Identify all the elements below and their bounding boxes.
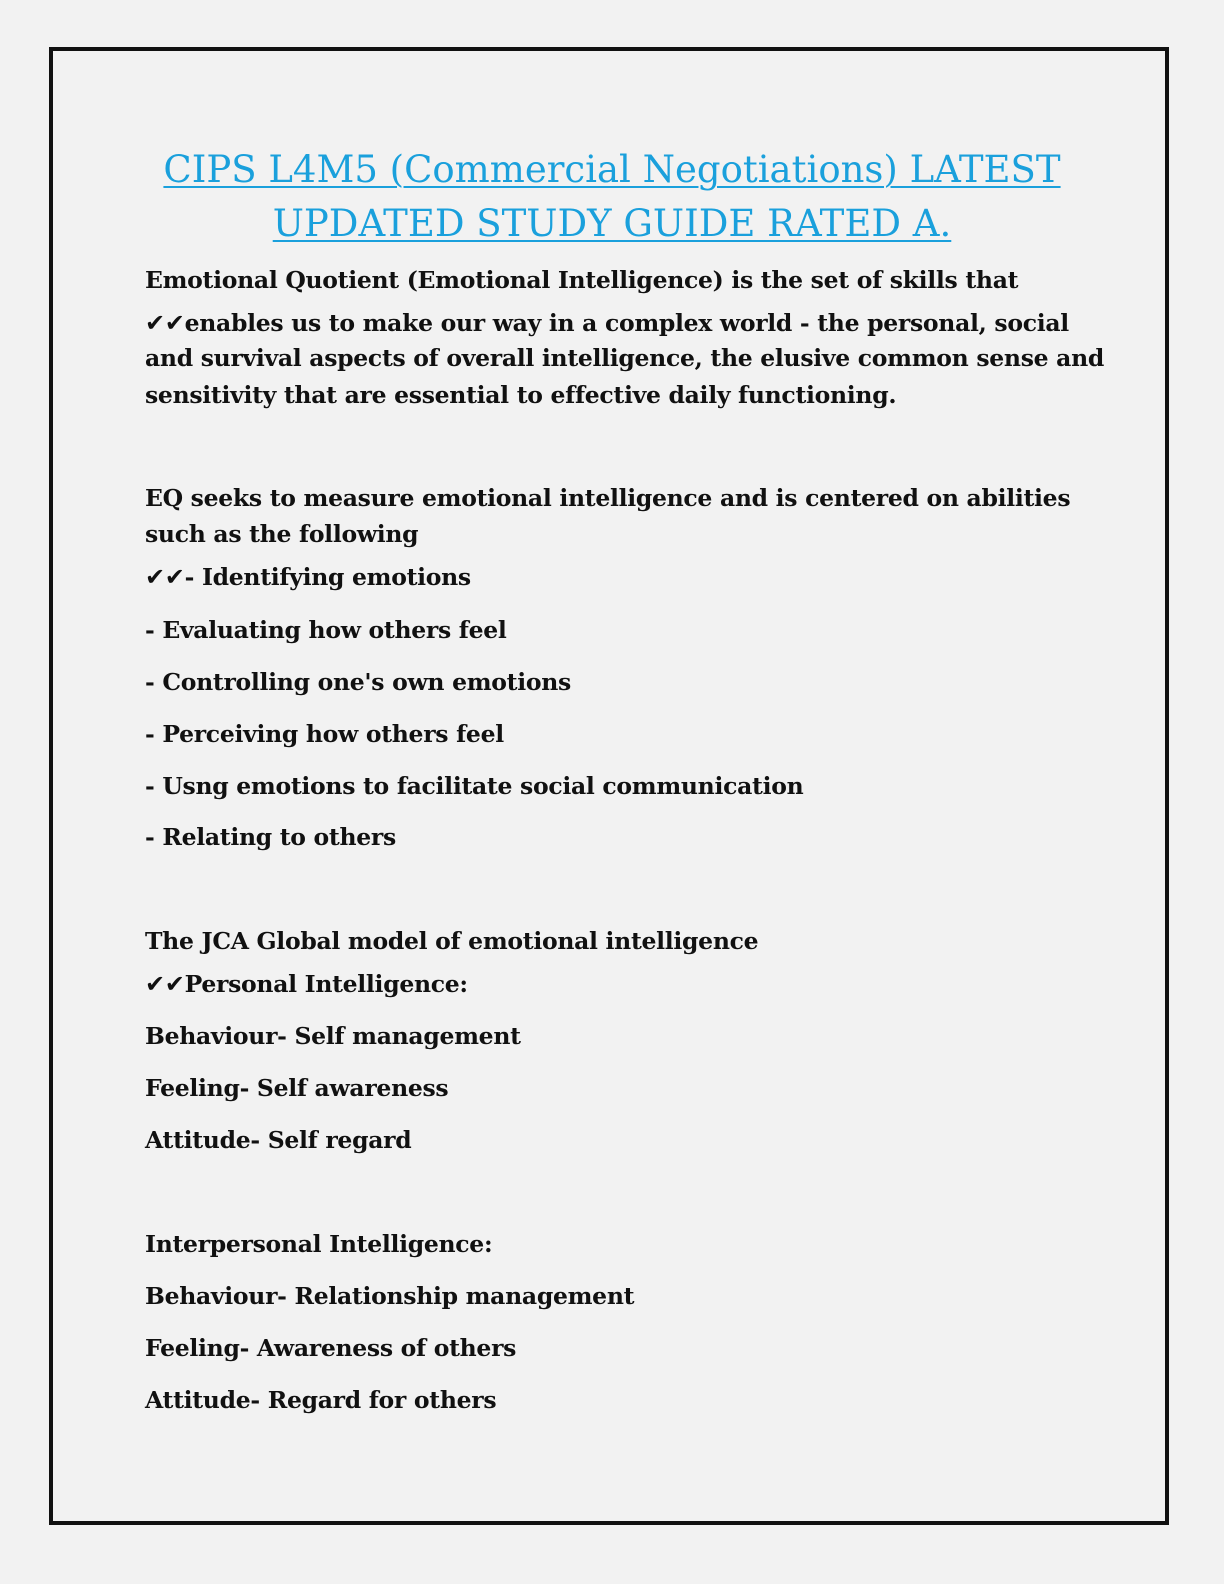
q2-question-line-1: EQ seeks to measure emotional intelligence and is centered on abilities [145, 484, 1071, 512]
list-item: Behaviour- Relationship management [145, 1282, 635, 1310]
q3-personal-heading-text: Personal Intelligence: [184, 970, 468, 998]
list-item: - Perceiving how others feel [145, 720, 504, 748]
list-item: Feeling- Self awareness [145, 1074, 449, 1102]
q2-answer-first-text: - Identifying emotions [184, 563, 471, 591]
q2-question-line-2: such as the following [145, 520, 419, 548]
title-line-1: CIPS L4M5 (Commercial Negotiations) LATEST [163, 148, 1061, 191]
q1-answer-line-1 [145, 309, 1069, 337]
list-item: Behaviour- Self management [145, 1022, 521, 1050]
list-item: - Relating to others [145, 823, 396, 851]
list-item: Attitude- Regard for others [145, 1386, 497, 1414]
q2-answer-first [145, 563, 471, 591]
double-check-icon: ✔✔ [145, 309, 185, 337]
document-title [100, 143, 1124, 251]
q1-answer-line-3: sensitivity that are essential to effective daily functioning. [145, 381, 897, 409]
q3-interpersonal-heading: Interpersonal Intelligence: [145, 1230, 493, 1258]
q1-question: Emotional Quotient (Emotional Intelligence) is the set of skills that [145, 266, 1019, 294]
title-line-2: UPDATED STUDY GUIDE RATED A. [272, 202, 952, 245]
list-item: - Evaluating how others feel [145, 616, 507, 644]
list-item: Feeling- Awareness of others [145, 1334, 517, 1362]
list-item: Attitude- Self regard [145, 1126, 412, 1154]
q3-personal-heading [145, 970, 468, 998]
double-check-icon: ✔✔ [145, 563, 185, 591]
list-item: - Controlling one's own emotions [145, 668, 571, 696]
q3-question: The JCA Global model of emotional intelligence [145, 927, 759, 955]
q1-answer-text-1: enables us to make our way in a complex world - the personal, social [184, 309, 1069, 337]
q1-answer-line-2: and survival aspects of overall intelligence, the elusive common sense and [145, 344, 1105, 372]
double-check-icon: ✔✔ [145, 970, 185, 998]
list-item: - Usng emotions to facilitate social communication [145, 772, 804, 800]
